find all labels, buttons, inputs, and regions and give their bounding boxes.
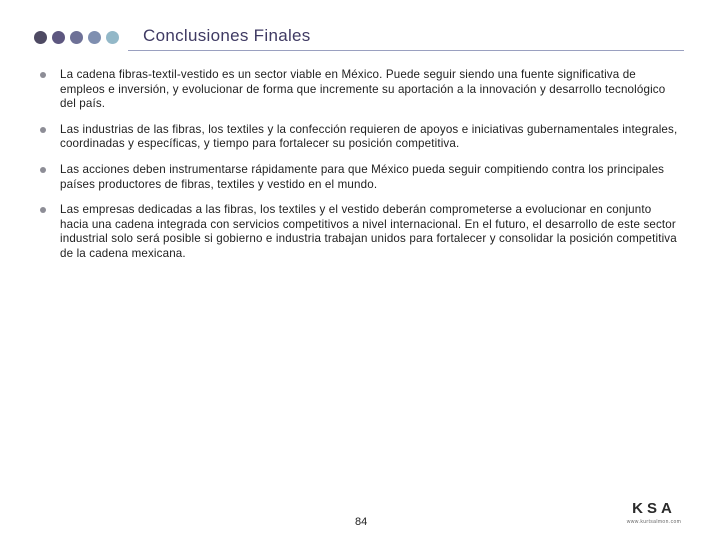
list-item-text: La cadena fibras-textil-vestido es un sector viable en México. Puede seguir siendo una fuente significativa de empleos e inversión, y evolucionar de forma que incremente su aportación a la innovación y desarrollo tecnológico del país. — [60, 68, 666, 111]
logo-text: KSA — [632, 500, 676, 517]
bullet-icon — [40, 167, 46, 173]
conclusions-list — [40, 68, 680, 273]
header-dot — [106, 31, 119, 44]
list-item-text: Las empresas dedicadas a las fibras, los textiles y el vestido deberán comprometerse a evolucionar en conjunto hacia una cadena integrada con servicios competitivos a nivel internacional. En el futuro, el desarrollo de este sector industrial solo será posible si gobierno e industria trabajan unidos para fortalecer y consolidar la posición competitiva de la cadena mexicana. — [60, 203, 677, 260]
list-item — [40, 203, 680, 261]
header-dot — [34, 31, 47, 44]
header-dot — [88, 31, 101, 44]
header-dot — [70, 31, 83, 44]
bullet-icon — [40, 72, 46, 78]
title-divider — [128, 50, 684, 51]
list-item — [40, 163, 680, 192]
list-item-text: Las industrias de las fibras, los textiles y la confección requieren de apoyos e iniciativas gubernamentales integrales, coordinadas y específicas, y tiempo para fortalecer su posición competitiva. — [60, 122, 678, 151]
bullet-icon — [40, 207, 46, 213]
list-item — [40, 68, 680, 112]
list-item — [40, 123, 680, 152]
header-dot — [52, 31, 65, 44]
ksa-logo — [622, 500, 686, 525]
page-number: 84 — [355, 516, 368, 528]
logo-url: www.kurtsalmon.com — [626, 519, 682, 525]
page-title: Conclusiones Finales — [143, 26, 311, 45]
list-item-text: Las acciones deben instrumentarse rápidamente para que México pueda seguir compitiendo contra los principales países productores de fibras, textiles y vestido en el mundo. — [60, 162, 665, 191]
bullet-icon — [40, 127, 46, 133]
